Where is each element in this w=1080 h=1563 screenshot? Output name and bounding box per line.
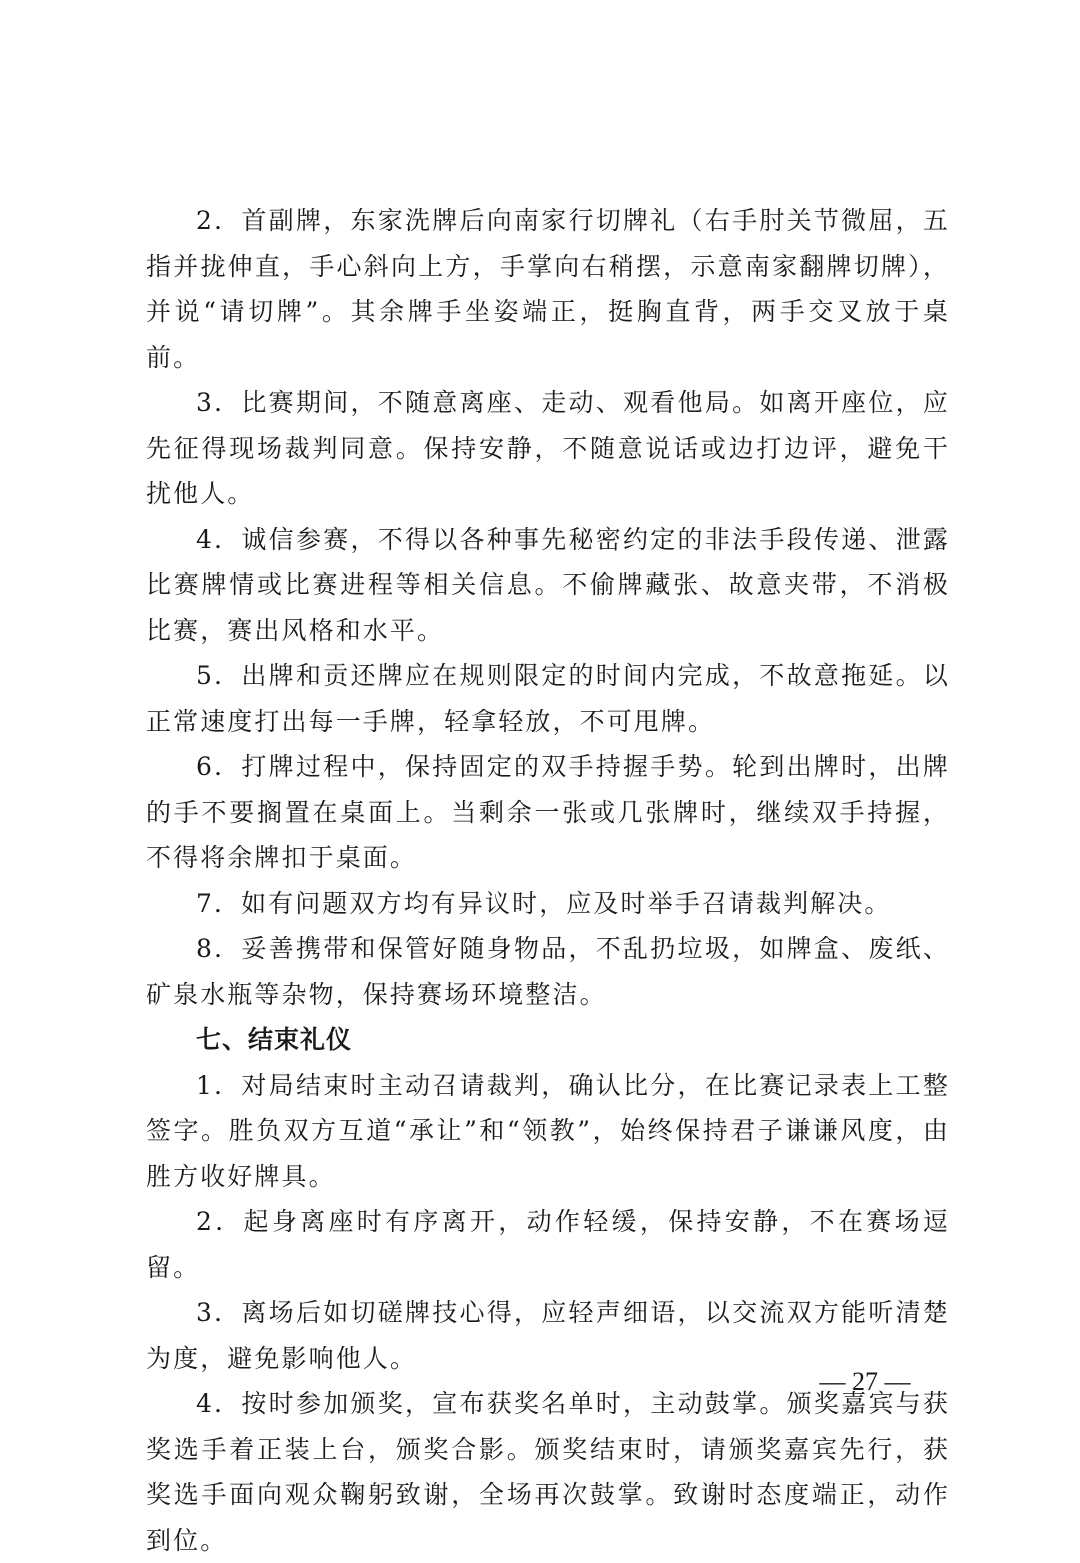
paragraph-rule-3: 3．比赛期间，不随意离座、走动、观看他局。如离开座位，应先征得现场裁判同意。保持安静，不随意说话或边打边评，避免干扰他人。 bbox=[146, 388, 950, 508]
paragraph-rule-6: 6．打牌过程中，保持固定的双手持握手势。轮到出牌时，出牌的手不要搁置在桌面上。当剩余一张或几张牌时，继续双手持握，不得将余牌扣于桌面。 bbox=[146, 752, 950, 872]
section-paragraph-1: 1．对局结束时主动召请裁判，确认比分，在比赛记录表上工整签字。胜负双方互道“承让”和“领教”，始终保持君子谦谦风度，由胜方收好牌具。 bbox=[146, 1070, 950, 1191]
paragraph-rule-7: 7．如有问题双方均有异议时，应及时举手召请裁判解决。 bbox=[196, 888, 892, 918]
section-paragraph-4: 4．按时参加颁奖，宣布获奖名单时，主动鼓掌。颁奖嘉宾与获奖选手着正装上台，颁奖合影。颁奖结束时，请颁奖嘉宾先行，获奖选手面向观众鞠躬致谢，全场再次鼓掌。致谢时态度端正，动作到位。 bbox=[146, 1389, 950, 1555]
paragraph-rule-2: 2．首副牌，东家洗牌后向南家行切牌礼（右手肘关节微屈，五指并拢伸直，手心斜向上方，手掌向右稍摆，示意南家翻牌切牌），并说“请切牌”。其余牌手坐姿端正，挺胸直背，两手交叉放于桌前。 bbox=[146, 206, 950, 372]
paragraph-rule-4: 4．诚信参赛，不得以各种事先秘密约定的非法手段传递、泄露比赛牌情或比赛进程等相关信息。不偷牌藏张、故意夹带，不消极比赛，赛出风格和水平。 bbox=[146, 524, 950, 645]
section-paragraph-3: 3．离场后如切磋牌技心得，应轻声细语，以交流双方能听清楚为度，避免影响他人。 bbox=[146, 1298, 950, 1373]
section-heading: 七、结束礼仪 bbox=[196, 1025, 353, 1054]
page-content bbox=[146, 198, 950, 1563]
paragraph-rule-5: 5．出牌和贡还牌应在规则限定的时间内完成，不故意拖延。以正常速度打出每一手牌，轻拿轻放，不可甩牌。 bbox=[146, 661, 950, 736]
section-paragraph-2: 2．起身离座时有序离开，动作轻缓，保持安静，不在赛场逗留。 bbox=[146, 1207, 950, 1282]
page-number: — 27 — bbox=[819, 1367, 911, 1396]
paragraph-rule-8: 8．妥善携带和保管好随身物品，不乱扔垃圾，如牌盒、废纸、矿泉水瓶等杂物，保持赛场环境整洁。 bbox=[146, 934, 950, 1009]
